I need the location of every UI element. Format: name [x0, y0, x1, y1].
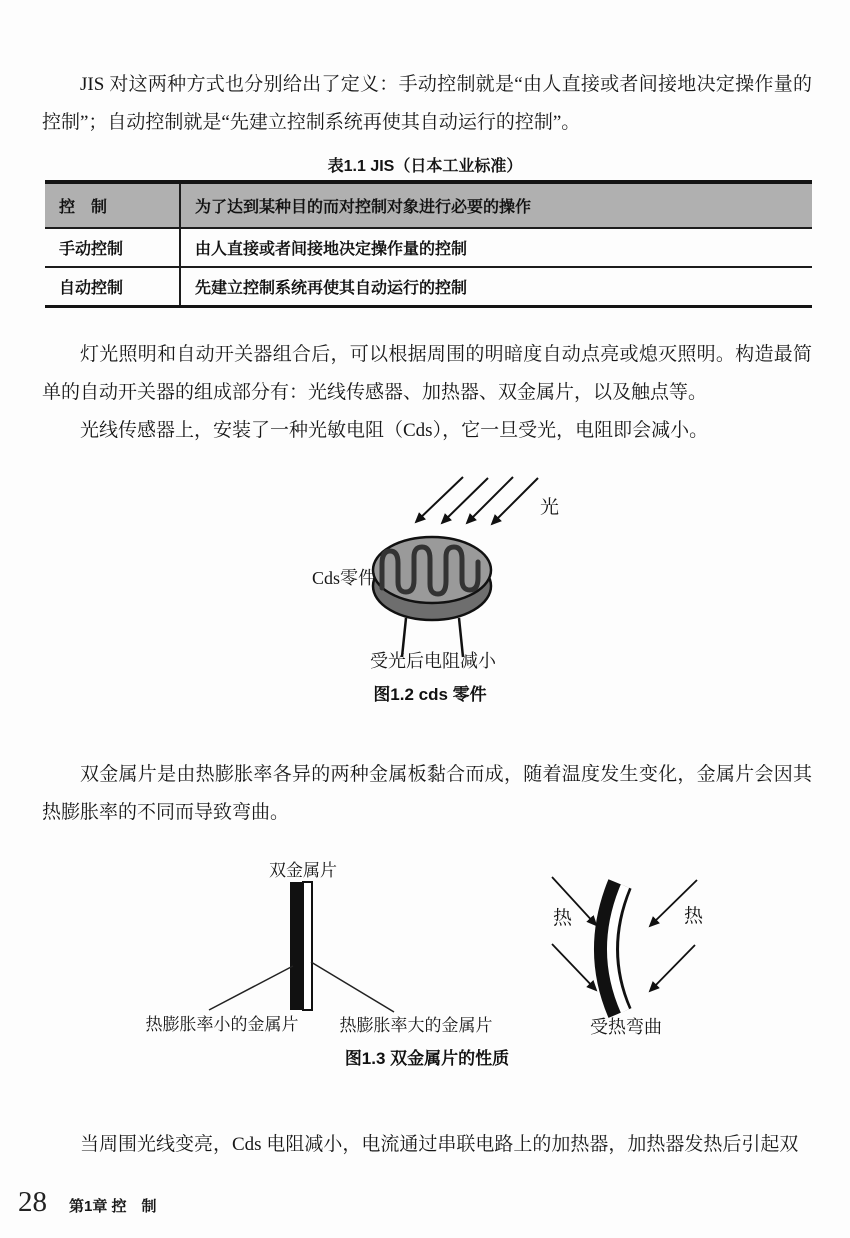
light-arrow-icon [492, 478, 538, 524]
pointer-line-right [311, 962, 394, 1012]
table-cell-definition: 由人直接或者间接地决定操作量的控制 [180, 228, 812, 267]
light-arrow-icon [467, 477, 513, 523]
bimetal-strip [290, 882, 312, 1010]
bimetal-layer-white [303, 882, 312, 1010]
heat-left-label: 热 [553, 908, 573, 929]
heat-arrow-icon [650, 945, 695, 991]
light-label: 光 [540, 497, 560, 518]
jis-standard-table [45, 180, 812, 308]
figure-bimetal-diagram [0, 853, 850, 1073]
table-cell-definition: 先建立控制系统再使其自动运行的控制 [195, 279, 468, 297]
paragraph-bimetal: 双金属片是由热膨胀率各异的两种金属板黏合而成，随着温度发生变化，金属片会因其热膨胀率的不同而导致弯曲。 [42, 764, 812, 823]
chapter-title: 第1章 控 制 [69, 1198, 157, 1215]
cds-disc [373, 537, 491, 657]
bimetal-strip-label: 双金属片 [269, 861, 337, 880]
table-cell-term: 手动控制 [45, 228, 180, 267]
table-header-term: 控 制 [45, 182, 180, 228]
light-ray-arrows [416, 477, 538, 524]
paragraph-jis-definitions: JIS 对这两种方式也分别给出了定义：手动控制就是“由人直接或者间接地决定操作量的控制”；自动控制就是“先建立控制系统再使其自动运行的控制”。 [42, 74, 812, 133]
table-row [45, 267, 812, 306]
table-title: 表1.1 JIS（日本工业标准） [327, 158, 523, 175]
high-expansion-label: 热膨胀率大的金属片 [339, 1016, 493, 1035]
figure-bimetal-caption: 图1.3 双金属片的性质 [344, 1049, 510, 1068]
paragraph-closing: 当周围光线变亮，Cds 电阻减小，电流通过串联电路上的加热器，加热器发热后引起双 [80, 1134, 799, 1155]
table-cell-term: 自动控制 [45, 267, 180, 306]
heat-arrow-icon [552, 944, 596, 990]
page-footer [18, 1186, 518, 1219]
bimetal-layer-black [290, 882, 303, 1010]
low-expansion-label: 热膨胀率小的金属片 [145, 1015, 299, 1034]
table-header-definition: 为了达到某种目的而对控制对象进行必要的操作 [180, 182, 812, 228]
cds-component-label: Cds零件 [312, 568, 377, 588]
bend-label: 受热弯曲 [590, 1017, 662, 1037]
figure-cds-caption: 图1.2 cds 零件 [373, 685, 487, 704]
light-arrow-icon [442, 478, 488, 523]
pointer-line-left [209, 966, 293, 1010]
page-number: 28 [18, 1186, 47, 1218]
cds-serpentine-track [382, 547, 478, 594]
heat-right-label: 热 [684, 906, 704, 927]
cds-effect-label: 受光后电阻减小 [370, 651, 496, 671]
light-arrow-icon [416, 477, 463, 522]
paragraph-light-sensor: 光线传感器上，安装了一种光敏电阻（Cds），它一旦受光，电阻即会减小。 [80, 420, 709, 441]
bent-strip [607, 884, 626, 1013]
table-row [45, 228, 812, 267]
table-header-row [45, 182, 812, 228]
figure-cds-diagram [0, 458, 850, 710]
paragraph-auto-switch: 灯光照明和自动开关器组合后，可以根据周围的明暗度自动点亮或熄灭照明。构造最简单的自动开关器的组成部分有：光线传感器、加热器、双金属片，以及触点等。 [42, 344, 812, 403]
